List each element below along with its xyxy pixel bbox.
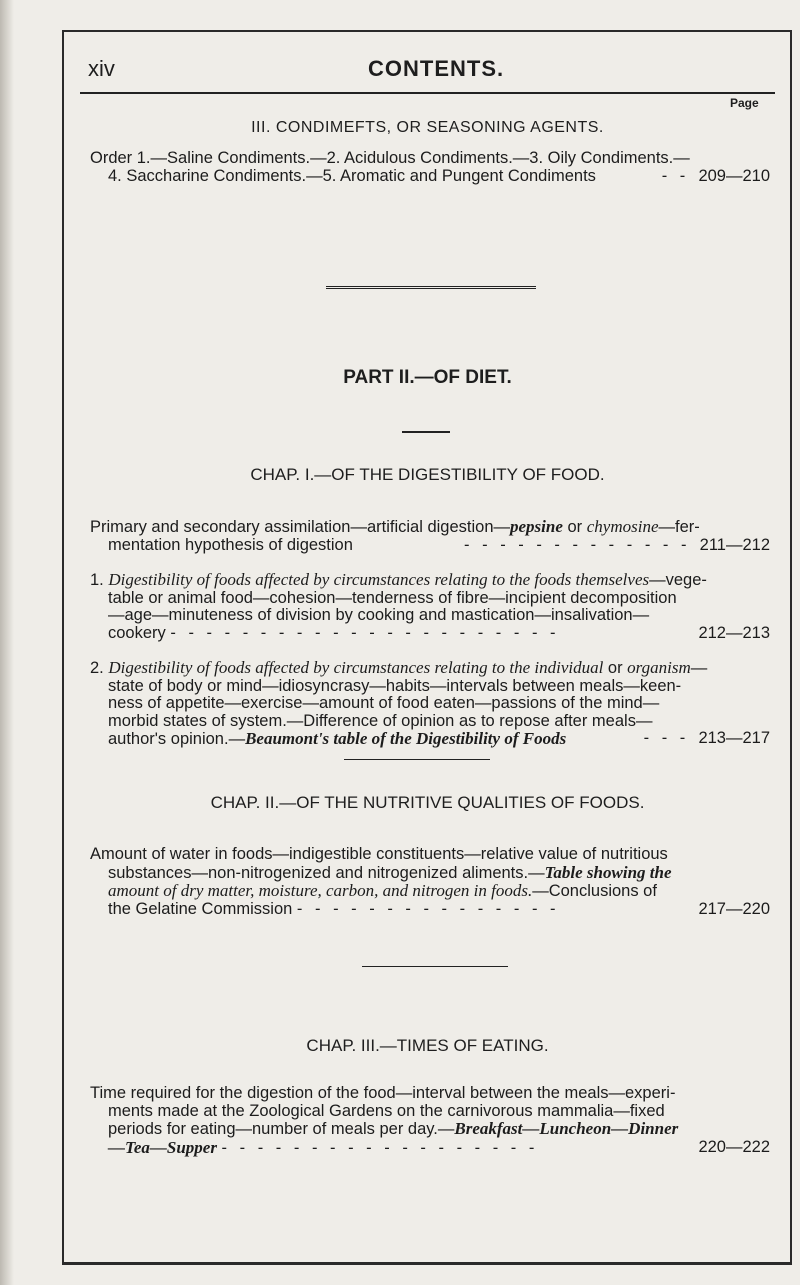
page-frame-bottom [62, 1262, 792, 1265]
leader-dots: - - - - - - - - - - - - - - - [296, 899, 560, 918]
entry-text: ness of appetite—exercise—amount of food eaten—passions of the mind— [108, 694, 660, 712]
entry-text: —age—minuteness of division by cooking and mastication—insalivation— [108, 606, 650, 624]
entry-text: state of body or mind—idiosyncrasy—habits—intervals between meals—keen- [108, 676, 682, 695]
entry-title: Breakfast—Luncheon—Dinner [454, 1119, 679, 1138]
entry-text: or [603, 659, 628, 677]
page-range: 209—210 [698, 166, 770, 185]
entry-text: Primary and secondary assimilation—artificial digestion— [90, 518, 511, 536]
entry-text: author's opinion.— [108, 730, 246, 748]
entry-water-in-foods [90, 846, 770, 918]
entry-text: or [562, 518, 587, 536]
chapter-heading-times: CHAP. III.—TIMES OF EATING. [306, 1036, 549, 1055]
entry-text: the Gelatine Commission [108, 899, 293, 918]
entry-text: cookery [108, 623, 166, 642]
entry-title: Digestibility of foods affected by circumstances relating to the foods themselves [108, 570, 650, 589]
page-frame [62, 30, 792, 1264]
folio: xiv [88, 56, 115, 81]
entry-title: —Tea—Supper [108, 1137, 217, 1157]
page-range: 220—222 [698, 1137, 770, 1156]
page-column-label: Page [730, 96, 759, 110]
emphasis-chymosine: chymosine [586, 517, 659, 536]
running-title: CONTENTS. [368, 56, 505, 81]
spine-shadow [0, 0, 14, 1285]
chapter-heading-digestibility: CHAP. I.—OF THE DIGESTIBILITY OF FOOD. [250, 465, 605, 484]
entry-text: —fer- [658, 518, 700, 536]
entry-text: Amount of water in foods—indigestible constituents—relative value of nutritious [90, 845, 668, 863]
chapter-heading-nutritive: CHAP. II.—OF THE NUTRITIVE QUALITIES OF FOODS. [210, 793, 645, 812]
entry-text: morbid states of system.—Difference of opinion as to repose after meals— [108, 711, 653, 730]
leader-dots: - - - - - - - - - - - - - - - - - - [221, 1138, 539, 1157]
leader-dots: - - - - - - - - - - - - - [464, 535, 691, 554]
entry-digestibility-individual [90, 659, 770, 749]
entry-text: periods for eating—number of meals per day.— [108, 1120, 455, 1138]
leader-dots: - - [661, 166, 690, 185]
section-heading-condiments: III. CONDIMEFTS, OR SEASONING AGENTS. [251, 119, 604, 136]
emphasis-pepsine: pepsine [510, 517, 563, 536]
entry-text: —vege- [649, 571, 707, 589]
entry-text: ments made at the Zoological Gardens on the carnivorous mammalia—fixed [108, 1101, 665, 1120]
entry-condiment-orders [90, 150, 770, 185]
part-heading-diet: PART II.—OF DIET. [343, 367, 512, 388]
chapter-divider [362, 966, 508, 967]
entry-primary-assimilation [90, 518, 770, 554]
entry-number: 1. [90, 571, 109, 589]
page-range: 213—217 [698, 729, 770, 747]
entry-text: —Conclusions of [532, 882, 657, 900]
entry-text: — [690, 659, 708, 677]
entry-text: Order 1.—Saline Condiments.—2. Acidulous Condiments.—3. Oily Condiments.— [90, 149, 690, 167]
page-range: 217—220 [698, 899, 770, 918]
leader-dots: - - - [643, 729, 690, 747]
entry-text: 4. Saccharine Condiments.—5. Aromatic and Pungent Condiments [108, 166, 596, 185]
entry-digestion-time [90, 1085, 770, 1157]
entry-text: Time required for the digestion of the food—interval between the meals—experi- [90, 1084, 676, 1102]
running-header [88, 56, 778, 86]
entry-number: 2. [90, 659, 109, 677]
entry-text: mentation hypothesis of digestion [108, 535, 353, 554]
entry-digestibility-foods [90, 571, 770, 642]
entry-text: substances—non-nitrogenized and nitrogenized aliments.— [108, 863, 545, 882]
header-rule [80, 92, 775, 94]
section-divider [326, 286, 536, 289]
entry-text: table or animal food—cohesion—tenderness of fibre—incipient decomposition [108, 588, 677, 607]
entry-title: Digestibility of foods affected by circumstances relating to the individual [108, 658, 604, 677]
chapter-divider [344, 759, 490, 760]
short-divider [402, 431, 450, 433]
page-range: 211—212 [699, 535, 770, 554]
emphasis-organism: organism [627, 658, 691, 677]
entry-title: amount of dry matter, moisture, carbon, and nitrogen in foods. [108, 881, 533, 900]
leader-dots: - - - - - - - - - - - - - - - - - - - - - - [170, 623, 560, 642]
entry-title: Table showing the [544, 862, 672, 882]
page-range: 212—213 [698, 623, 770, 642]
entry-title: Beaumont's table of the Digestibility of Foods [245, 729, 567, 748]
